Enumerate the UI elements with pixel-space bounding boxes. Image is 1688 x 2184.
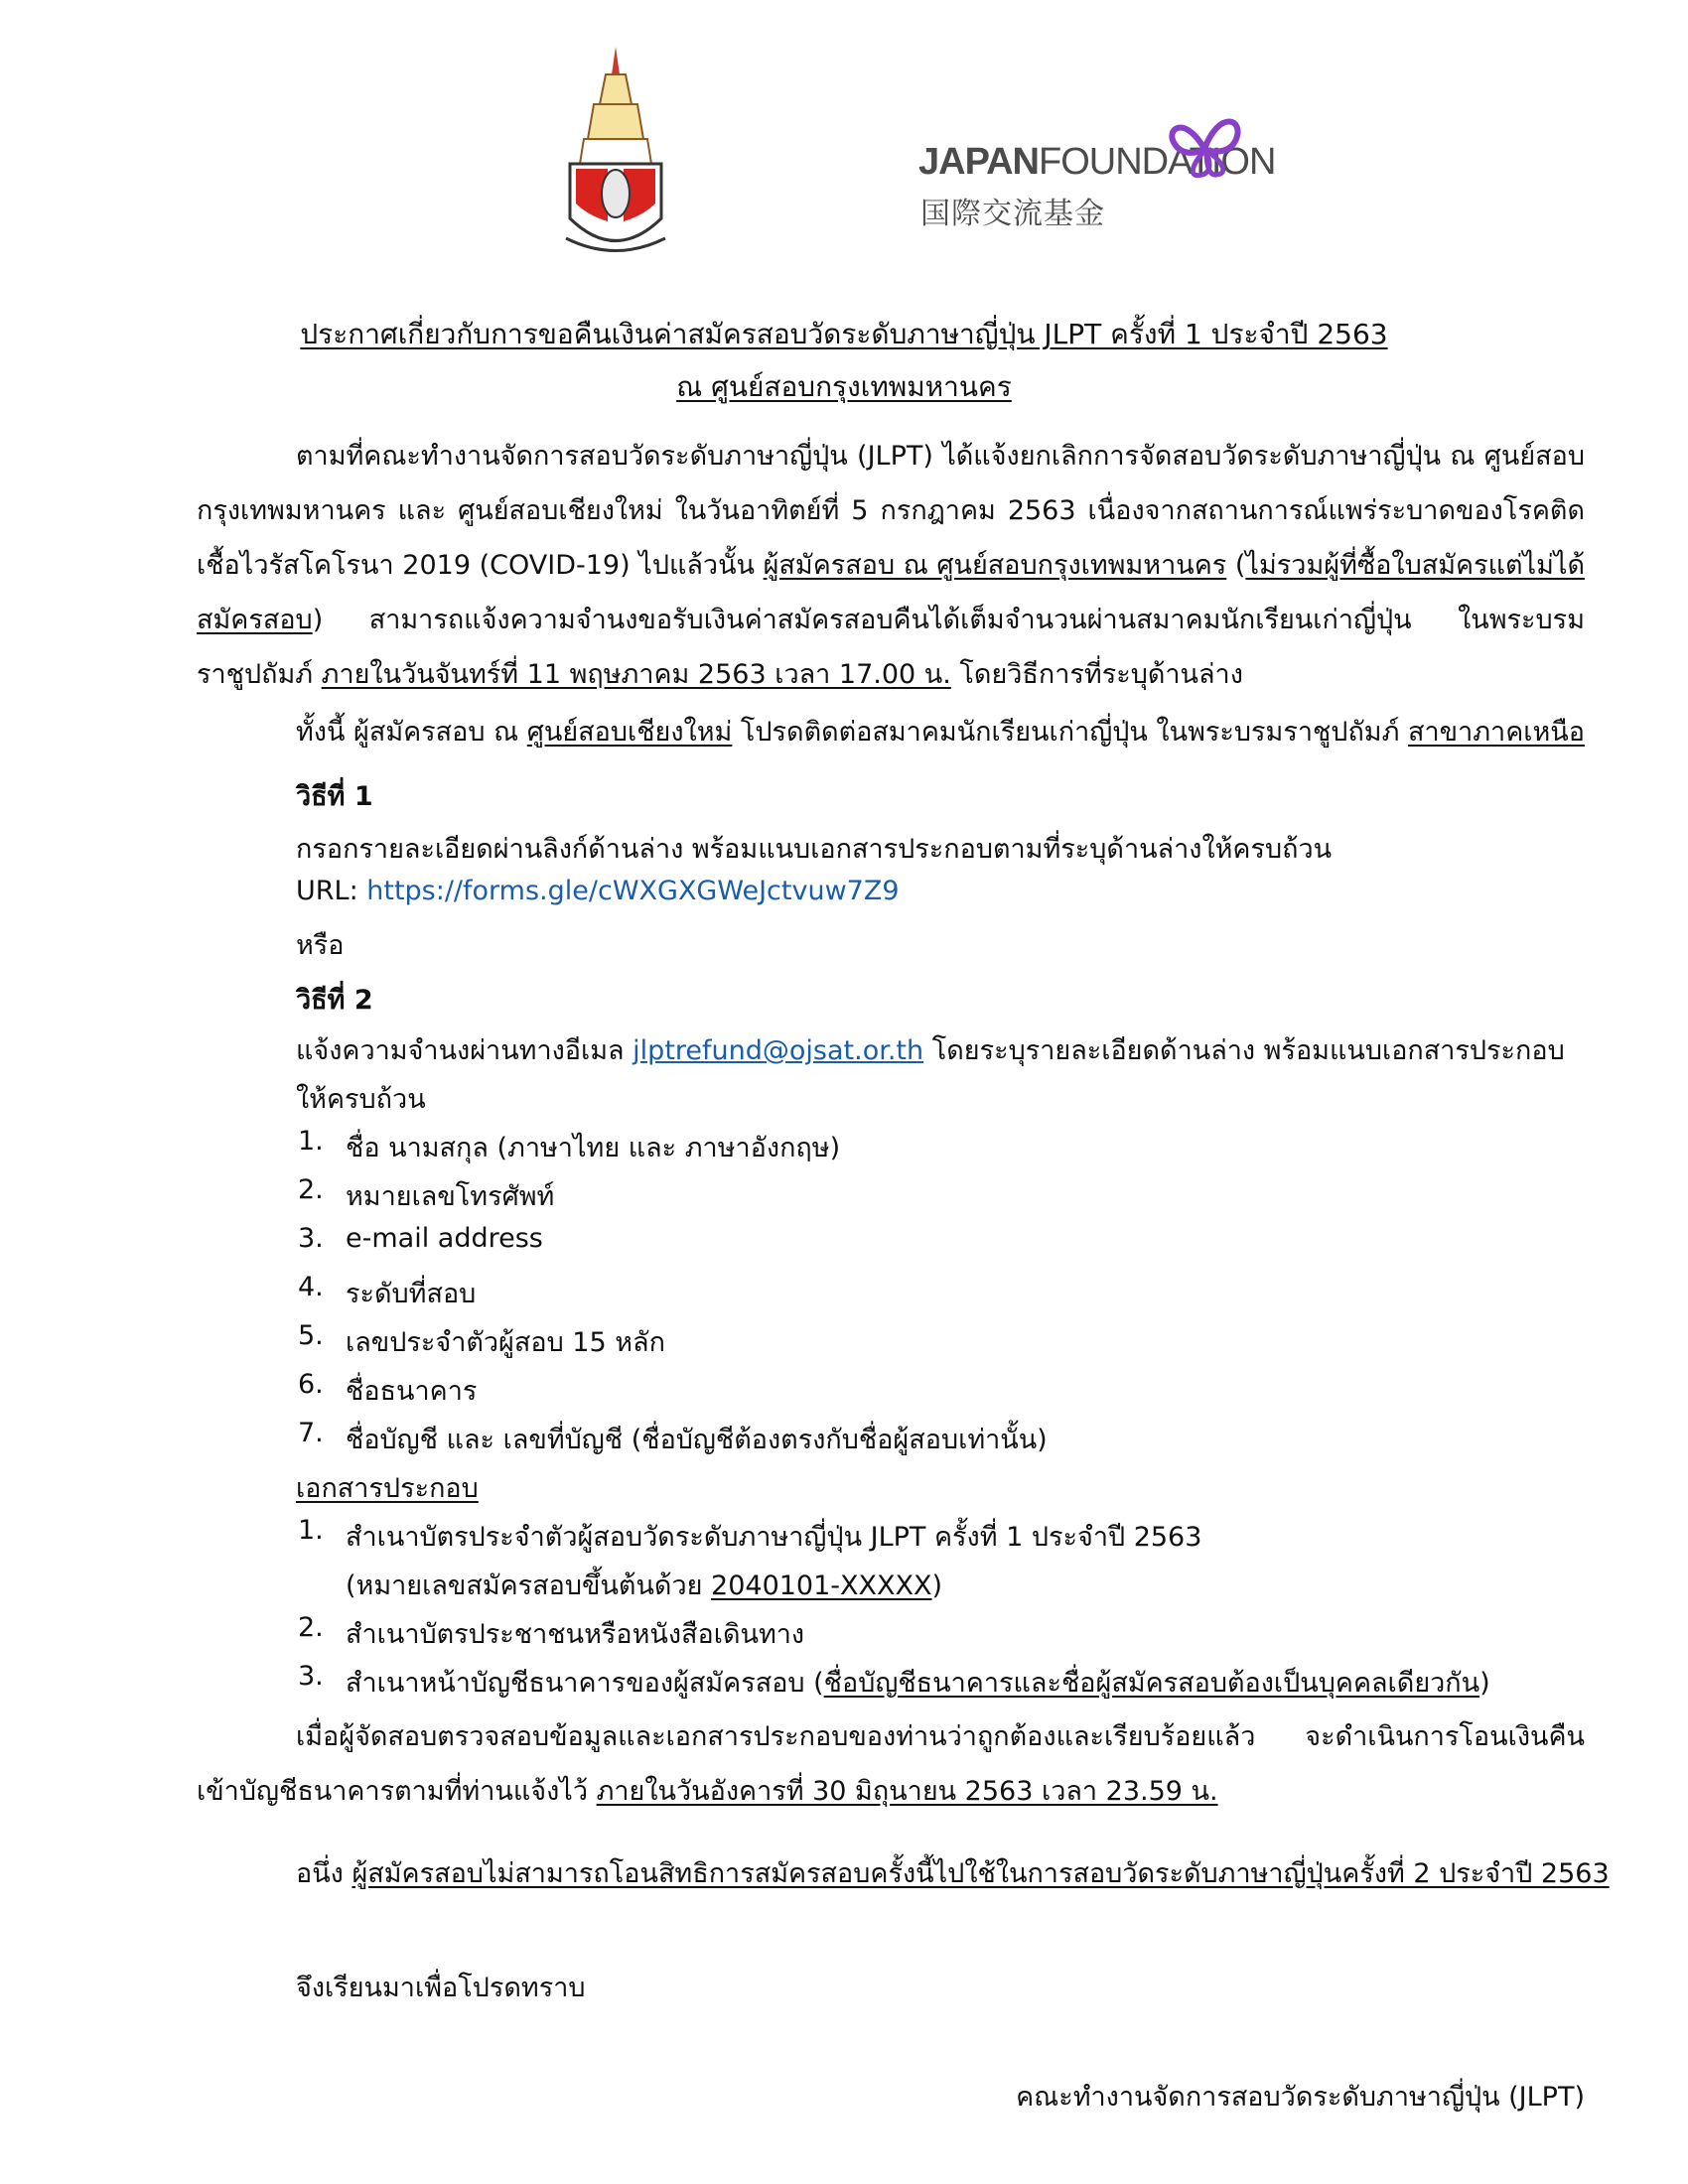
chiangmai-note: ทั้งนี้ ผู้สมัครสอบ ณ ศูนย์สอบเชียงใหม่ โปรดติดต่อสมาคมนักเรียนเก่าญี่ปุ่น ในพระบรมราชูปถัมภ์ สาขาภาคเหนือ (296, 717, 1585, 748)
document-title-line-2: ณ ศูนย์สอบกรุงเทพมหานคร (676, 370, 1012, 403)
doc-item-number: 2. (298, 1612, 324, 1643)
list-item-number: 3. (298, 1223, 324, 1254)
list-item: ชื่อ นามสกุล (ภาษาไทย และ ภาษาอังกฤษ) (346, 1133, 841, 1163)
butterfly-icon (1165, 109, 1244, 181)
list-item: ชื่อธนาคาร (346, 1376, 478, 1407)
list-item: e-mail address (346, 1223, 543, 1254)
method-2-text-cont: ให้ครบถ้วน (296, 1084, 426, 1115)
list-item: ชื่อบัญชี และ เลขที่บัญชี (ชื่อบัญชีต้องตรงกับชื่อผู้สอบเท่านั้น) (346, 1425, 1048, 1455)
doc-item: สำเนาบัตรประจำตัวผู้สอบวัดระดับภาษาญี่ปุ่น JLPT ครั้งที่ 1 ประจำปี 2563 (346, 1522, 1202, 1553)
document-title-line-1: ประกาศเกี่ยวกับการขอคืนเงินค่าสมัครสอบวัดระดับภาษาญี่ปุ่น JLPT ครั้งที่ 1 ประจำปี 2563 (300, 318, 1388, 350)
japan-foundation-logo (918, 119, 1276, 231)
intro-paragraph: ตามที่คณะทำงานจัดการสอบวัดระดับภาษาญี่ปุ่น (JLPT) ได้แจ้งยกเลิกการจัดสอบวัดระดับภาษาญี่ปุ่น ณ ศูนย์สอบกรุงเทพมหานคร และ ศูนย์สอบเชียงใหม่ ในวันอาทิตย์ที่ 5 กรกฎาคม 2563 เนื่องจากสถานการณ์แพร่ระบาดของโรคติดเชื้อไวรัสโคโรนา 2019 (COVID-19) ไปแล้วนั้น ผู้สมัครสอบ ณ ศูนย์สอบกรุงเทพมหานคร (ไม่รวมผู้ที่ซื้อใบสมัครแต่ไม่ได้สมัครสอบ) สามารถแจ้งความจำนงขอรับเงินค่าสมัครสอบคืนได้เต็มจำนวนผ่านสมาคมนักเรียนเก่าญี่ปุ่น ในพระบรมราชูปถัมภ์ ภายในวันจันทร์ที่ 11 พฤษภาคม 2563 เวลา 17.00 น. โดยวิธีการที่ระบุด้านล่าง (197, 441, 1586, 690)
transfer-rights-note: อนึ่ง ผู้สมัครสอบไม่สามารถโอนสิทธิการสมัครสอบครั้งนี้ไปใช้ในการสอบวัดระดับภาษาญี่ปุ่นครั้งที่ 2 ประจำปี 2563 (296, 1858, 1610, 1889)
refund-email-link[interactable]: jlptrefund@ojsat.or.th (633, 1035, 924, 1066)
list-item-number: 1. (298, 1126, 324, 1157)
list-item-number: 2. (298, 1174, 324, 1205)
jf-cjk-name: 国際交流基金 (920, 197, 1105, 231)
documents-heading: เอกสารประกอบ (296, 1473, 479, 1504)
method-2-text: แจ้งความจำนงผ่านทางอีเมล jlptrefund@ojsat.or.th โดยระบุรายละเอียดด้านล่าง พร้อมแนบเอกสารประกอบ (296, 1035, 1565, 1066)
doc-item-number: 3. (298, 1661, 324, 1692)
method-2-heading: วิธีที่ 2 (296, 985, 373, 1016)
closing-text: จึงเรียนมาเพื่อโปรดทราบ (296, 1973, 586, 2003)
method-1-text: กรอกรายละเอียดผ่านลิงก์ด้านล่าง พร้อมแนบเอกสารประกอบตามที่ระบุด้านล่างให้ครบถ้วน (296, 834, 1333, 865)
list-item: เลขประจำตัวผู้สอบ 15 หลัก (346, 1327, 665, 1358)
form-url-line: URL: https://forms.gle/cWXGXGWeJctvuw7Z9 (296, 876, 900, 906)
list-item-number: 7. (298, 1418, 324, 1448)
doc-item: สำเนาบัตรประชาชนหรือหนังสือเดินทาง (346, 1619, 805, 1650)
list-item-number: 4. (298, 1272, 324, 1302)
doc-item-note: (หมายเลขสมัครสอบขึ้นต้นด้วย 2040101-XXXXX) (346, 1570, 943, 1601)
list-item: ระดับที่สอบ (346, 1279, 477, 1309)
method-1-heading: วิธีที่ 1 (296, 781, 373, 812)
or-text: หรือ (296, 930, 345, 961)
signature: คณะทำงานจัดการสอบวัดระดับภาษาญี่ปุ่น (JLPT) (1016, 2082, 1585, 2113)
list-item-number: 5. (298, 1320, 324, 1351)
transfer-paragraph: เมื่อผู้จัดสอบตรวจสอบข้อมูลและเอกสารประกอบของท่านว่าถูกต้องและเรียบร้อยแล้ว จะดำเนินการโอนเงินคืนเข้าบัญชีธนาคารตามที่ท่านแจ้งไว้ ภายในวันอังคารที่ 30 มิถุนายน 2563 เวลา 23.59 น. (197, 1721, 1585, 1807)
jf-wordmark: JAPANFOUNDATION (918, 141, 1276, 183)
list-item: หมายเลขโทรศัพท์ (346, 1181, 555, 1212)
form-url-link[interactable]: https://forms.gle/cWXGXGWeJctvuw7Z9 (366, 876, 900, 906)
doc-item: สำเนาหน้าบัญชีธนาคารของผู้สมัครสอบ (ชื่อบัญชีธนาคารและชื่อผู้สมัครสอบต้องเป็นบุคคลเดียวกัน) (346, 1668, 1490, 1699)
association-seal-logo (556, 45, 675, 268)
doc-item-number: 1. (298, 1515, 324, 1546)
list-item-number: 6. (298, 1369, 324, 1400)
